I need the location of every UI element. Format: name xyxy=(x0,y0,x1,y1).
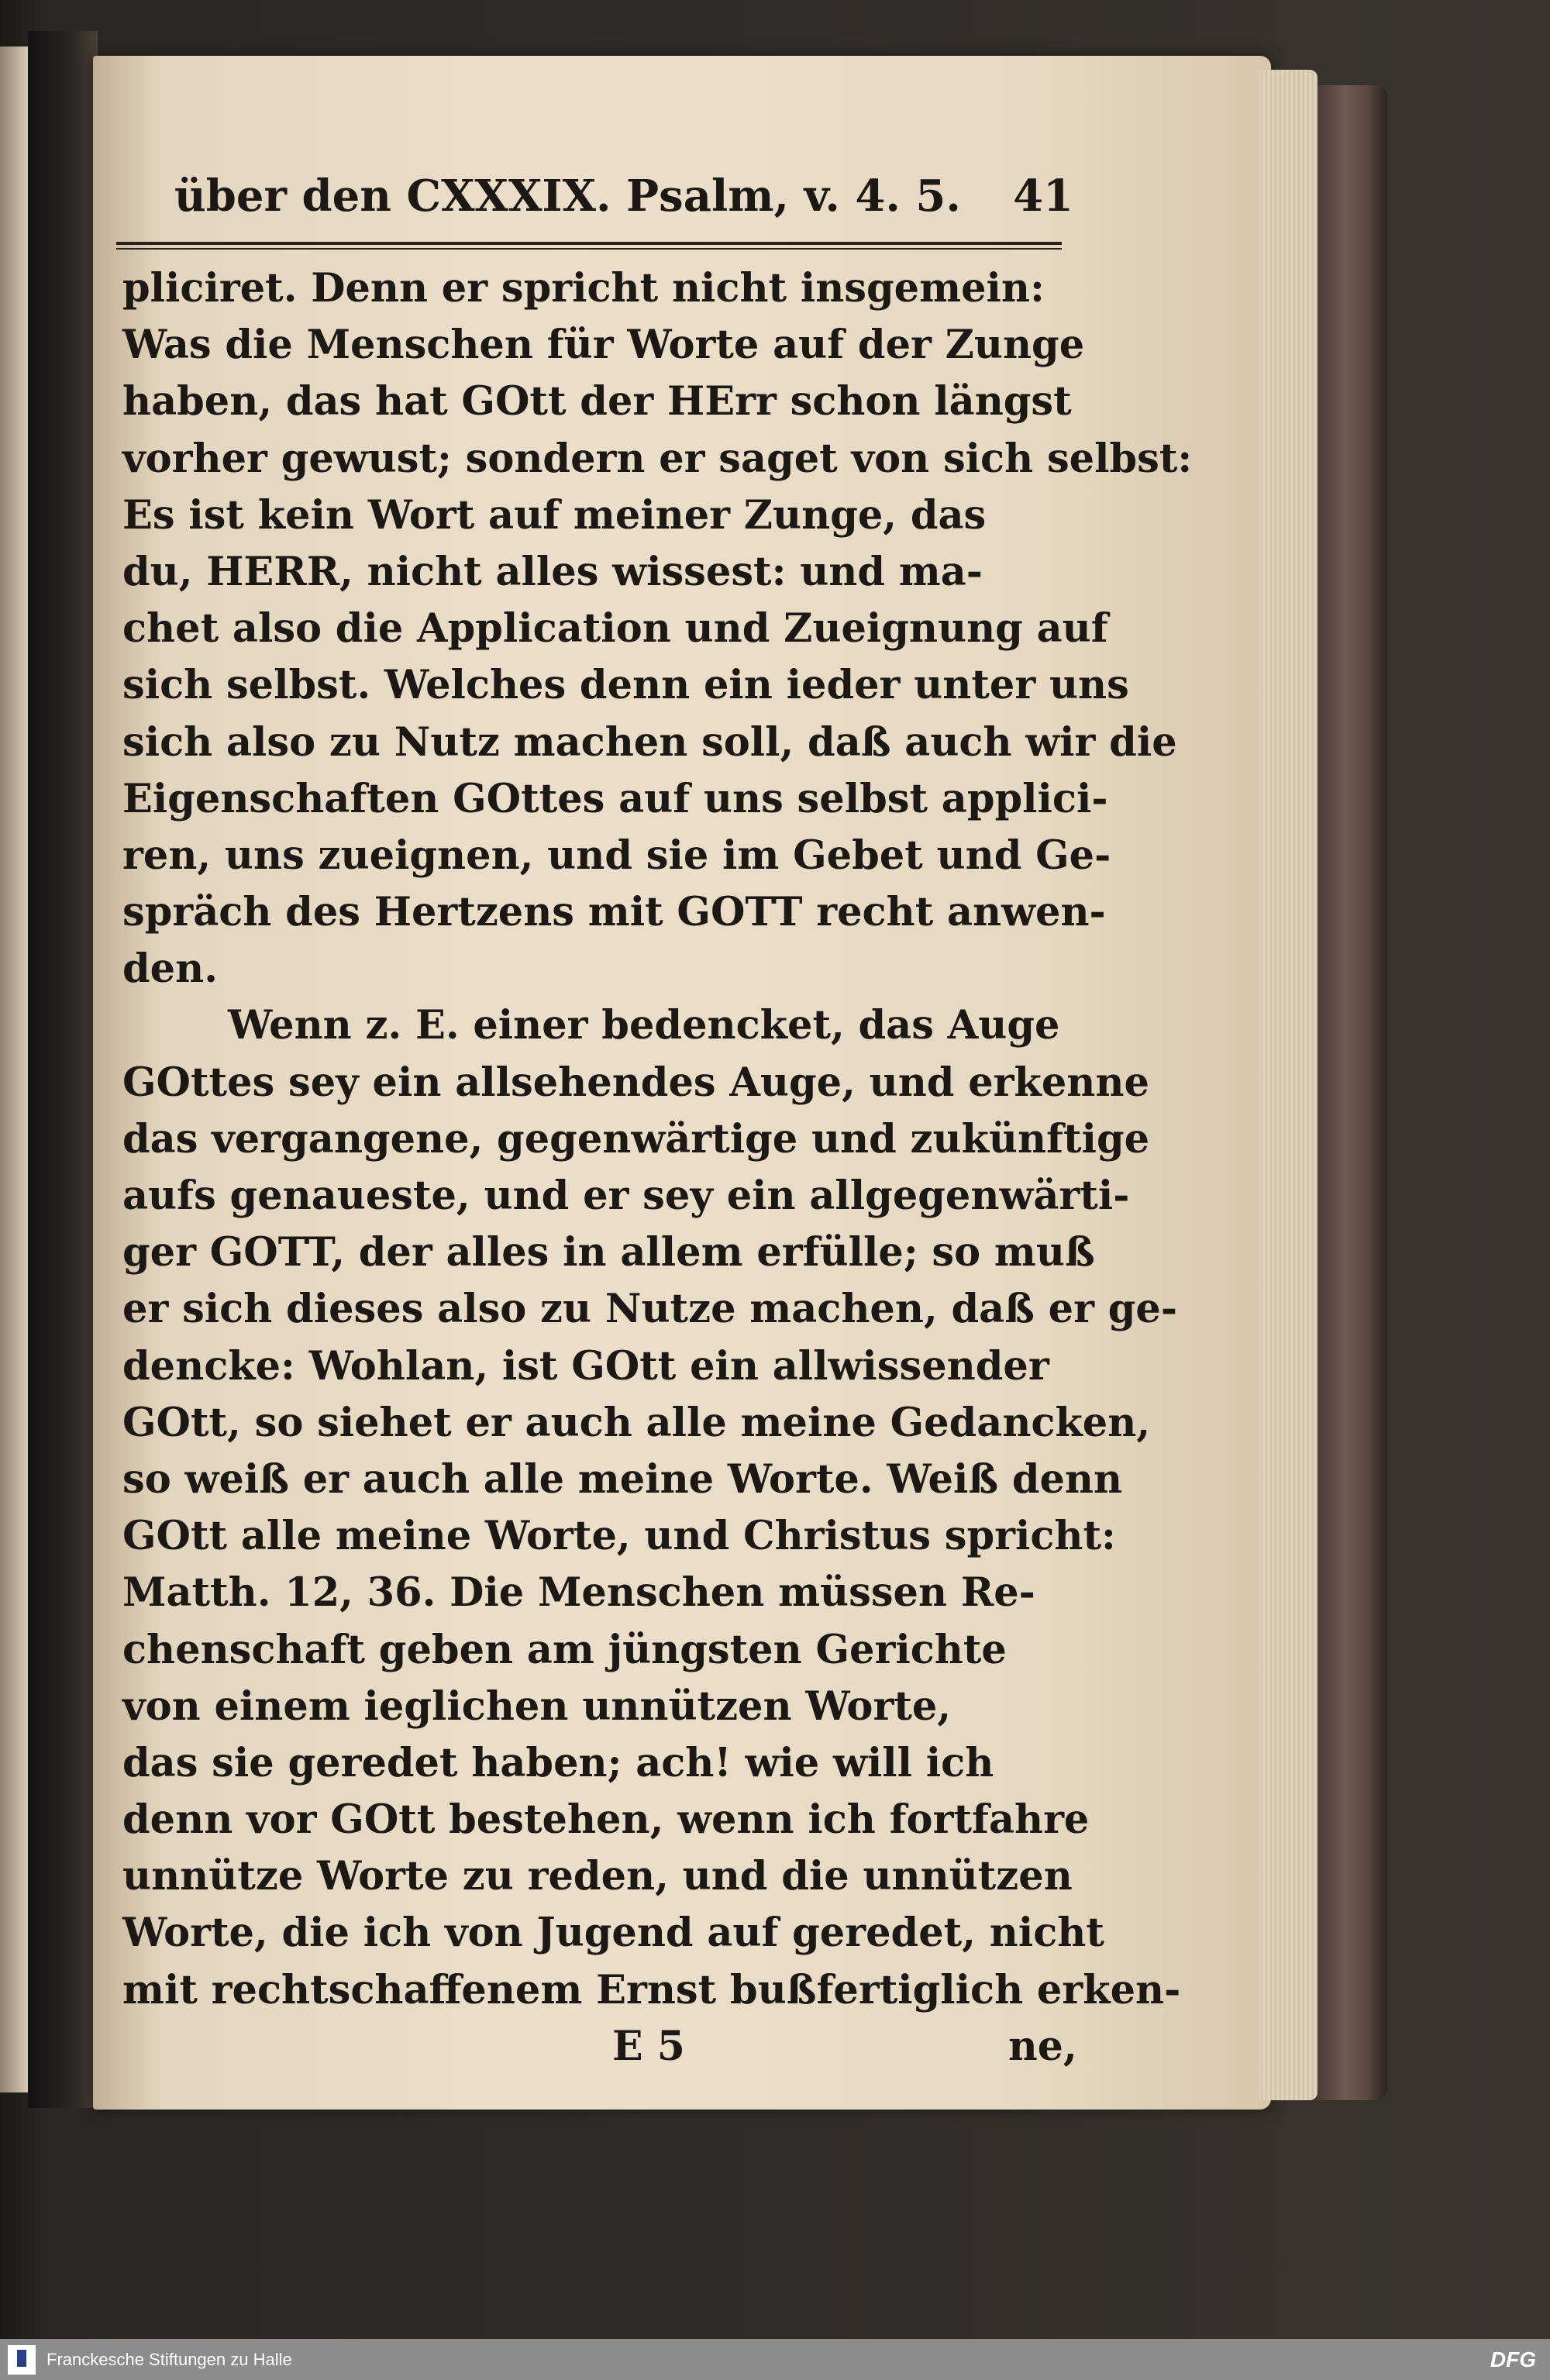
text-line: vorher gewust; sondern er saget von sich selbst: xyxy=(122,435,1193,482)
text-line: unnütze Worte zu reden, und die unnützen xyxy=(122,1853,1073,1900)
page-number: 41 xyxy=(1013,170,1073,222)
text-line: haben, das hat GOtt der HErr schon längst xyxy=(122,378,1072,425)
text-line: Matth. 12, 36. Die Menschen müssen Re- xyxy=(122,1569,1035,1617)
header-rule-thin xyxy=(116,248,1062,250)
text-line: ren, uns zueignen, und sie im Gebet und Ge- xyxy=(122,832,1111,879)
text-line: von einem ieglichen unnützen Worte, xyxy=(122,1683,952,1730)
book-cover xyxy=(1318,85,1387,2100)
text-line: sich also zu Nutz machen soll, daß auch wir die xyxy=(122,718,1177,766)
text-line: Eigenschaften GOttes auf uns selbst applici- xyxy=(122,775,1108,822)
text-line: GOttes sey ein allsehendes Auge, und erkenne xyxy=(122,1059,1149,1106)
facing-page-edge xyxy=(0,46,28,2092)
text-line: Es ist kein Wort auf meiner Zunge, das xyxy=(122,491,987,539)
book-gutter xyxy=(28,31,98,2108)
text-line: spräch des Hertzens mit GOTT recht anwen- xyxy=(122,889,1106,936)
header-rule xyxy=(116,242,1062,245)
text-line: Was die Menschen für Worte auf der Zunge xyxy=(122,322,1085,369)
catchword: ne, xyxy=(1008,2023,1077,2070)
page-foot xyxy=(116,2023,1077,2085)
text-line: das vergangene, gegenwärtige und zukünftige xyxy=(122,1115,1150,1162)
text-line: er sich dieses also zu Nutze machen, daß er ge- xyxy=(122,1286,1178,1333)
text-line: chet also die Application und Zueignung auf xyxy=(122,605,1108,653)
footer-bar xyxy=(0,2339,1550,2380)
text-line: dencke: Wohlan, ist GOtt ein allwissender xyxy=(122,1342,1049,1390)
text-line: sich selbst. Welches denn ein ieder unter uns xyxy=(122,662,1129,709)
text-line: pliciret. Denn er spricht nicht insgemein: xyxy=(122,265,1045,312)
text-line: denn vor GOtt bestehen, wenn ich fortfahre xyxy=(122,1796,1090,1844)
dfg-logo: DFG xyxy=(1490,2347,1536,2371)
running-head xyxy=(174,163,1073,229)
text-line: GOtt alle meine Worte, und Christus spricht: xyxy=(122,1513,1116,1560)
footer-institution: Franckesche Stiftungen zu Halle xyxy=(46,2350,292,2369)
body-text xyxy=(122,260,1193,2019)
text-line: GOtt, so siehet er auch alle meine Gedancken, xyxy=(122,1399,1151,1446)
running-head-title: über den CXXXIX. Psalm, v. 4. 5. xyxy=(174,170,961,222)
text-line: Worte, die ich von Jugend auf geredet, nicht xyxy=(122,1910,1104,1957)
text-line: das sie geredet haben; ach! wie will ich xyxy=(122,1739,994,1786)
signature-mark: E 5 xyxy=(612,2023,685,2070)
text-line: aufs genaueste, und er sey ein allgegenwärti- xyxy=(122,1173,1130,1219)
text-line: Wenn z. E. einer bedencket, das Auge xyxy=(228,1002,1060,1049)
text-line: du, HERR, nicht alles wissest: und ma- xyxy=(122,548,983,595)
institution-logo-icon xyxy=(8,2345,36,2375)
text-line: ger GOTT, der alles in allem erfülle; so muß xyxy=(122,1229,1095,1276)
text-line: den. xyxy=(122,945,218,993)
text-line: chenschaft geben am jüngsten Gerichte xyxy=(122,1626,1007,1673)
page-edges xyxy=(1259,70,1318,2100)
text-line: so weiß er auch alle meine Worte. Weiß denn xyxy=(122,1455,1123,1503)
text-line: mit rechtschaffenem Ernst bußfertiglich erken- xyxy=(122,1966,1181,2013)
